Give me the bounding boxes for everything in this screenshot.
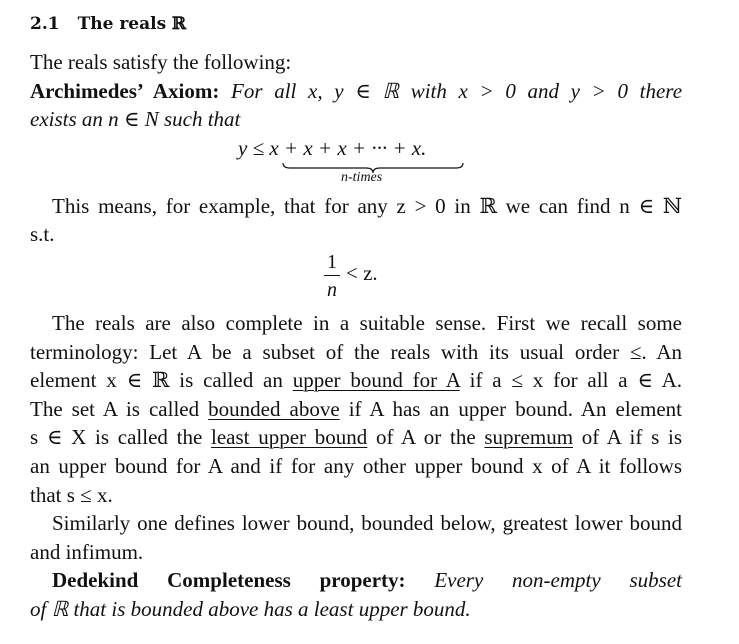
dedekind-line1 (30, 566, 682, 595)
fraction-numerator: 1 (327, 250, 337, 273)
term-upper-bound: upper bound for A (292, 368, 460, 393)
dedekind-statement-1: Every non-empty subset (434, 568, 682, 593)
completeness-line1: The reals are also complete in a suitable sense. First we recall some (52, 310, 682, 335)
completeness-line5-mid: of A or the (367, 425, 485, 450)
completeness-line5 (30, 423, 682, 452)
similarly-line2: and infimum. (30, 539, 144, 564)
document-page (30, 10, 682, 624)
archimedes-axiom-line1 (30, 77, 682, 106)
fraction (324, 251, 340, 301)
archimedes-statement-2: exists an n ∈ N such that (30, 107, 241, 132)
completeness-line6: an upper bound for A and if for any other upper bound x of A it follows (30, 453, 682, 478)
archimedes-axiom-label: Archimedes’ Axiom: (30, 78, 220, 103)
archimedes-statement-1: For all x, y ∈ ℝ with x > 0 and y > 0 there (231, 78, 683, 103)
dedekind-statement-2: of ℝ that is bounded above has a least upper bound. (30, 596, 471, 621)
section-number: 2.1 (30, 14, 60, 34)
similarly-line1: Similarly one defines lower bound, bounded below, greatest lower bound (52, 511, 682, 536)
example-line1: This means, for example, that for any z > 0 in ℝ we can find n ∈ ℕ (52, 193, 682, 218)
completeness-line4-pre: The set A is called (30, 396, 209, 421)
fraction-inequality (30, 249, 682, 309)
archimedes-equation-text: y ≤ x + x + x + ··· + x. (238, 135, 427, 160)
completeness-line3-post: if a ≤ x for all a ∈ A. (459, 368, 682, 393)
example-line2: s.t. (30, 222, 55, 247)
completeness-line7: that s ≤ x. (30, 482, 113, 507)
section-heading (30, 14, 682, 40)
underbrace-label: n-times (341, 169, 383, 185)
completeness-line4-post: if A has an upper bound. An element (339, 396, 683, 421)
term-least-upper-bound: least upper bound (211, 425, 368, 450)
dedekind-label: Dedekind Completeness property: (52, 568, 406, 593)
intro-text: The reals satisfy the following: (30, 50, 292, 74)
completeness-line5-post: of A if s is (573, 425, 682, 450)
fraction-denominator: n (327, 278, 337, 301)
completeness-line2: terminology: Let A be a subset of the reals with its usual order ≤. An (30, 339, 682, 364)
fraction-bar (324, 275, 340, 276)
completeness-line3-pre: element x ∈ ℝ is called an (30, 368, 293, 393)
completeness-line4 (30, 395, 682, 424)
term-bounded-above: bounded above (208, 396, 340, 421)
section-title: The reals ℝ (77, 14, 187, 34)
term-supremum: supremum (484, 425, 574, 450)
archimedes-equation (30, 134, 682, 188)
completeness-line5-pre: s ∈ X is called the (30, 425, 212, 450)
fraction-rest: < z. (346, 260, 378, 285)
completeness-line3 (30, 366, 682, 395)
